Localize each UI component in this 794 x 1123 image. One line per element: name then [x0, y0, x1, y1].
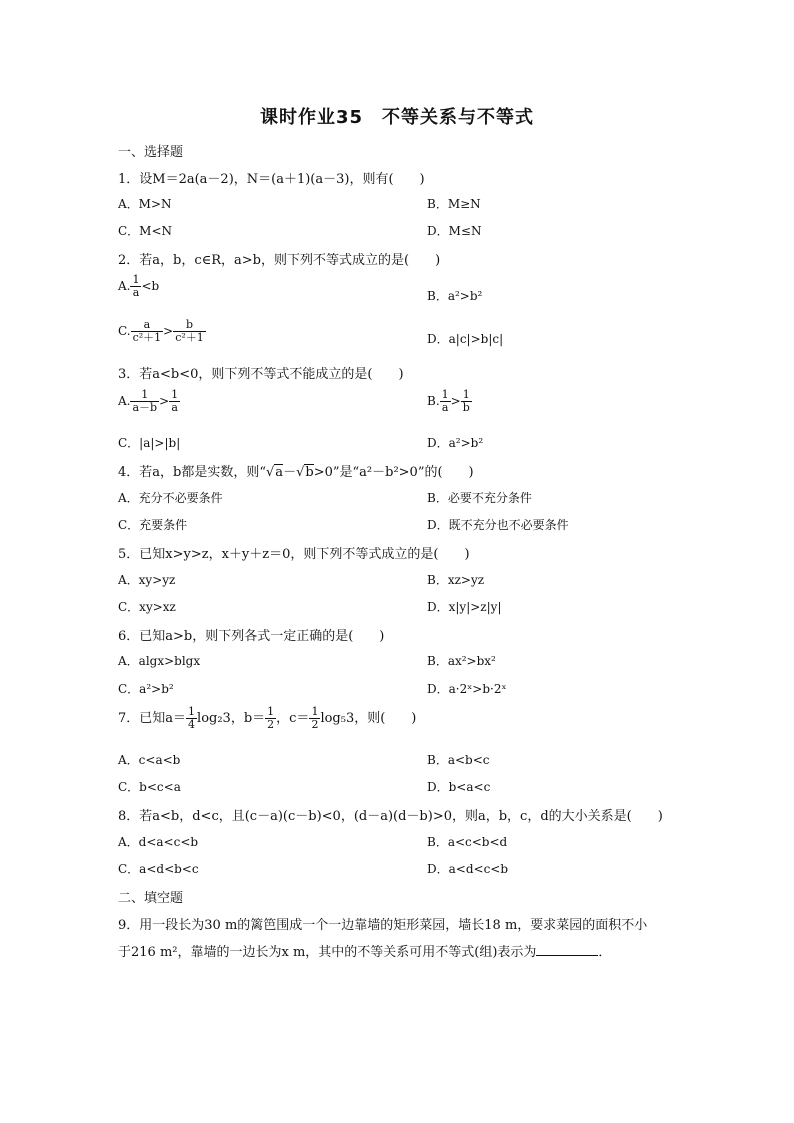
q3-option-d: D．a²>b²	[427, 436, 484, 450]
q1-option-b: B．M≥N	[427, 197, 481, 211]
sqrt-icon: √	[296, 465, 305, 480]
question-4	[118, 461, 474, 480]
q7-option-b: B．a<b<c	[427, 753, 490, 767]
q6-option-b: B．ax²>bx²	[427, 654, 496, 668]
sqrt-icon: √	[266, 465, 275, 480]
option-text: >	[450, 394, 461, 409]
question-7	[118, 706, 416, 731]
question-text: 4．若a，b都是实数，则“	[118, 465, 266, 480]
option-letter: A.	[118, 279, 131, 294]
question-text: ．	[598, 945, 612, 960]
option-text: <b	[141, 279, 160, 294]
page-title: 课时作业35 不等关系与不等式	[259, 107, 535, 128]
q1-option-c: C．M<N	[118, 224, 173, 238]
option-text: >	[163, 324, 174, 339]
q4-option-a: A．充分不必要条件	[118, 491, 223, 505]
question-8: 8．若a<b，d<c，且(c－a)(c－b)<0，(d－a)(d－b)>0，则a，b，c，d的大小关系是( )	[118, 809, 663, 824]
question-text: >0”是“a²－b²>0”的( )	[313, 465, 474, 480]
question-text: log₂3，b＝	[197, 711, 266, 727]
question-text: 9．用一段长为30 m的篱笆围成一个一边靠墙的矩形菜园，墙长18 m，要求菜园的面积不小	[118, 918, 648, 933]
q5-option-d: D．x|y|>z|y|	[427, 600, 502, 614]
question-9	[118, 912, 678, 966]
q7-option-a: A．c<a<b	[118, 753, 181, 767]
option-letter: A.	[118, 394, 131, 409]
section-heading-choice: 一、选择题	[118, 145, 184, 160]
q3-option-c: C．|a|>|b|	[118, 436, 181, 450]
q8-option-a: A．d<a<c<b	[118, 835, 199, 849]
question-text: 于216 m²，靠墙的一边长为x m，其中的不等关系可用不等式(组)表示为	[118, 945, 537, 960]
fraction: $\frac{1}{a}$	[171, 388, 179, 415]
q3-option-b	[427, 389, 472, 414]
section-heading-fill: 二、填空题	[118, 891, 184, 906]
radicand: b	[305, 465, 314, 480]
q3-option-a	[118, 389, 180, 414]
fraction: $\frac{1}{4}$	[188, 705, 196, 732]
q4-option-b: B．必要不充分条件	[427, 491, 532, 505]
q6-option-a: A．algx>blgx	[118, 654, 201, 668]
fraction: $\frac{1}{b}$	[462, 388, 470, 415]
q5-option-b: B．xz>yz	[427, 573, 485, 587]
question-6: 6．已知a>b，则下列各式一定正确的是( )	[118, 629, 385, 644]
option-letter: B.	[427, 394, 440, 409]
q2-option-a	[118, 274, 159, 299]
q8-option-d: D．a<d<c<b	[427, 862, 509, 876]
fraction: $\frac{1}{2}$	[311, 705, 319, 732]
q6-option-d: D．a·2ˣ>b·2ˣ	[427, 682, 507, 696]
question-text: －	[283, 465, 297, 480]
fraction: $\frac{b}{\text{c²＋1}}$	[175, 318, 204, 345]
option-letter: C.	[118, 324, 131, 339]
question-text: log₅3，则( )	[320, 711, 417, 727]
fraction: $\frac{1}{2}$	[267, 705, 275, 732]
q7-option-d: D．b<a<c	[427, 780, 491, 794]
q8-option-c: C．a<d<b<c	[118, 862, 199, 876]
fraction: $\frac{1}{a}$	[132, 273, 140, 300]
option-text: >	[159, 394, 170, 409]
question-3: 3．若a<b<0，则下列不等式不能成立的是( )	[118, 367, 404, 382]
fraction: $\frac{1}{a-b}$	[132, 388, 158, 415]
q2-option-b: B．a²>b²	[427, 289, 483, 303]
fraction: $\frac{1}{a}$	[441, 388, 449, 415]
question-5: 5．已知x>y>z，x＋y＋z＝0，则下列不等式成立的是( )	[118, 547, 470, 562]
q8-option-b: B．a<c<b<d	[427, 835, 508, 849]
q5-option-c: C．xy>xz	[118, 600, 176, 614]
fraction: $\frac{a}{\text{c²＋1}}$	[132, 318, 162, 345]
radicand: a	[275, 465, 284, 480]
q2-option-c	[118, 319, 206, 344]
q1-option-d: D．M≤N	[427, 224, 482, 238]
q5-option-a: A．xy>yz	[118, 573, 176, 587]
q6-option-c: C．a²>b²	[118, 682, 174, 696]
q2-option-d: D．a|c|>b|c|	[427, 332, 504, 346]
question-text: 7．已知a＝	[118, 711, 187, 727]
q4-option-d: D．既不充分也不必要条件	[427, 518, 569, 532]
answer-blank[interactable]	[536, 943, 598, 956]
question-text: ，c＝	[276, 711, 310, 727]
q7-option-c: C．b<c<a	[118, 780, 181, 794]
question-1: 1．设M＝2a(a－2)，N＝(a＋1)(a－3)，则有( )	[118, 172, 425, 187]
question-2: 2．若a，b，c∈R，a>b，则下列不等式成立的是( )	[118, 253, 441, 268]
q4-option-c: C．充要条件	[118, 518, 188, 532]
q1-option-a: A．M>N	[118, 197, 172, 211]
